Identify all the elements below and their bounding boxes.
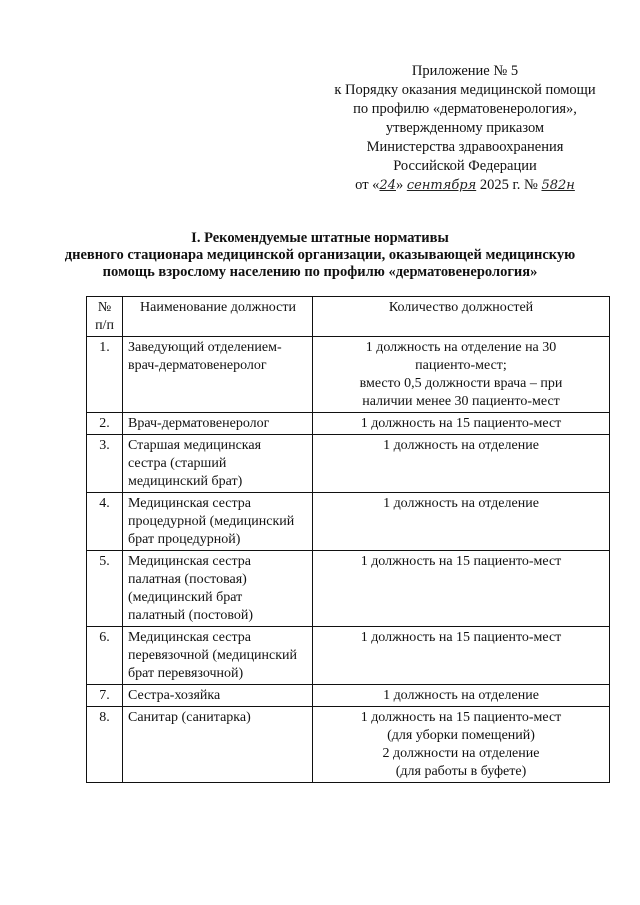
position-name [123,707,313,783]
position-name-line: палатный (постовой) [128,608,253,623]
position-name-line: процедурной (медицинский [128,514,295,529]
row-number: 3. [87,435,123,493]
position-name-line: Медицинская сестра [128,630,252,645]
position-quantity [313,707,610,783]
position-name-line: Старшая медицинская [128,438,262,453]
position-quantity-line: 2 должности на отделение [382,746,540,761]
staffing-table [86,296,610,783]
position-quantity-line: 1 должность на отделение [383,438,539,453]
row-number: 6. [87,627,123,685]
position-name-line: Санитар (санитарка) [128,710,251,725]
position-quantity-line: (для уборки помещений) [387,728,535,743]
handwritten-day: 24 [379,178,396,193]
appendix-line: по профилю «дерматовенерология», [353,101,577,117]
position-name-line: врач-дерматовенеролог [128,358,267,373]
position-name-line: брат перевязочной) [128,666,244,681]
row-number: 1. [87,337,123,413]
row-number: 4. [87,493,123,551]
header-qty: Количество должностей [313,297,610,337]
position-name-line: брат процедурной) [128,532,241,547]
position-quantity-line: 1 должность на 15 пациенто-мест [360,630,562,645]
position-quantity-line: наличии менее 30 пациенто-мест [362,394,560,409]
handwritten-month: сентября [406,178,477,193]
position-name-line: (медицинский брат [128,590,243,605]
position-name [123,413,313,435]
row-number: 2. [87,413,123,435]
table-row [87,413,610,435]
position-name-line: Медицинская сестра [128,496,252,511]
position-name-line: палатная (постовая) [128,572,247,587]
position-name-line: Медицинская сестра [128,554,252,569]
appendix-line: к Порядку оказания медицинской помощи [334,82,596,98]
position-name-line: Заведующий отделением- [128,340,282,355]
table-row [87,435,610,493]
appendix-line: утвержденному приказом [385,120,545,136]
table-header-row [87,297,610,337]
title-line: дневного стационара медицинской организации, оказывающей медицинскую [64,247,576,263]
position-quantity-line: (для работы в буфете) [395,764,527,779]
appendix-line: Приложение № 5 [411,63,519,79]
appendix-date-line [320,176,610,195]
appendix-line: Российской Федерации [393,158,537,174]
table-row [87,337,610,413]
position-name [123,551,313,627]
position-quantity [313,627,610,685]
header-name: Наименование должности [123,297,313,337]
position-quantity [313,493,610,551]
position-name [123,627,313,685]
position-quantity-line: пациенто-мест; [415,358,507,373]
header-num: № п/п [87,297,123,337]
position-quantity [313,413,610,435]
table-row [87,551,610,627]
title-line: помощь взрослому населению по профилю «дерматовенерология» [102,264,538,280]
position-name-line: сестра (старший [128,456,227,471]
title-line: I. Рекомендуемые штатные нормативы [191,230,449,246]
position-quantity [313,685,610,707]
position-name [123,493,313,551]
row-number: 7. [87,685,123,707]
position-name [123,685,313,707]
position-name [123,435,313,493]
section-title [60,230,580,281]
position-name-line: Врач-дерматовенеролог [128,416,270,431]
position-name-line: перевязочной (медицинский [128,648,298,663]
position-name-line: медицинский брат) [128,474,243,489]
handwritten-number: 582н [541,178,575,193]
position-quantity [313,337,610,413]
position-name-line: Сестра-хозяйка [128,688,221,703]
date-year: 2025 г. № [479,177,538,193]
table-row [87,493,610,551]
position-quantity-line: 1 должность на 15 пациенто-мест [360,416,562,431]
row-number: 5. [87,551,123,627]
position-quantity-line: 1 должность на 15 пациенто-мест [360,554,562,569]
position-quantity-line: вместо 0,5 должности врача – при [359,376,563,391]
position-quantity-line: 1 должность на 15 пациенто-мест [360,710,562,725]
position-quantity-line: 1 должность на отделение [383,496,539,511]
position-quantity [313,551,610,627]
position-quantity-line: 1 должность на отделение на 30 [365,340,557,355]
table-row [87,707,610,783]
position-name [123,337,313,413]
table-row [87,685,610,707]
table-body [87,337,610,783]
appendix-header [320,62,610,195]
position-quantity [313,435,610,493]
date-prefix: от « [355,177,380,193]
row-number: 8. [87,707,123,783]
appendix-line: Министерства здравоохранения [366,139,564,155]
date-mid: » [395,177,404,193]
table-row [87,627,610,685]
position-quantity-line: 1 должность на отделение [383,688,539,703]
